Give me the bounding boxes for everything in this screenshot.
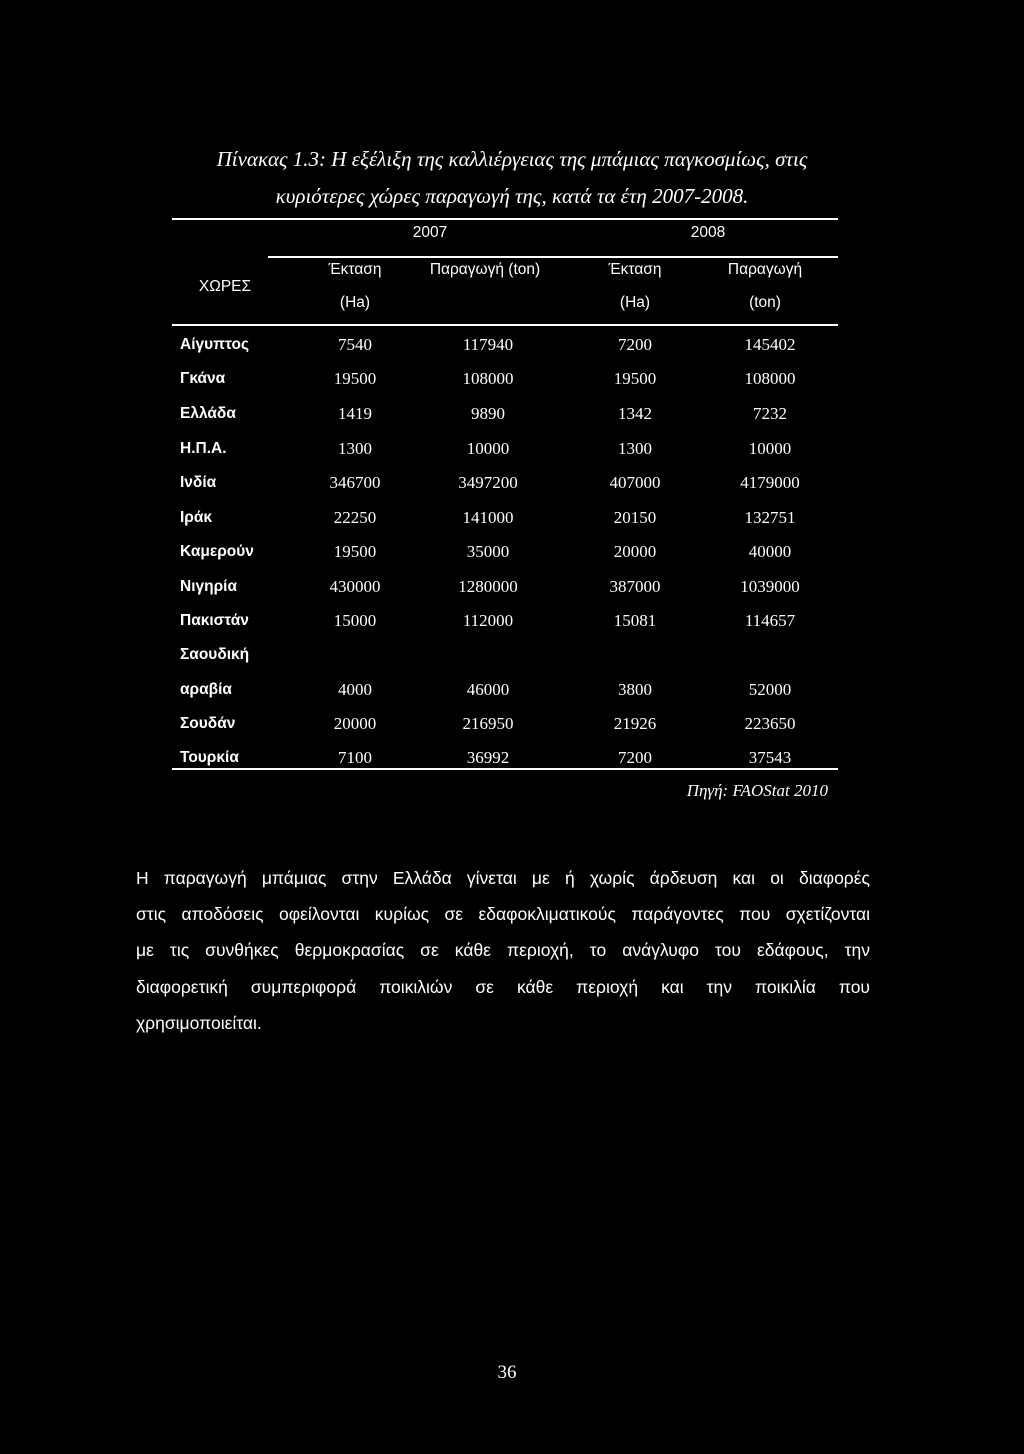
country-cell: Καμερούν	[180, 543, 254, 560]
value-cell: 4179000	[740, 473, 800, 492]
value-cell: 19500	[613, 369, 657, 388]
paragraph-line: διαφορετική συμπεριφορά ποικιλιών σε κάθε περιοχή και την ποικιλία που	[136, 976, 870, 997]
value-cell: 20150	[613, 508, 657, 527]
area-2007-unit: (Ha)	[339, 294, 371, 311]
body-paragraph	[136, 860, 870, 1041]
country-cell: Ιράκ	[180, 509, 213, 526]
country-cell: Γκάνα	[180, 370, 226, 387]
value-cell: 7100	[338, 748, 372, 767]
country-cell: Πακιστάν	[180, 612, 249, 629]
countries-header: ΧΩΡΕΣ	[198, 278, 252, 295]
value-cell: 108000	[462, 369, 514, 388]
value-cell: 223650	[744, 714, 796, 733]
value-cell: 7200	[618, 748, 652, 767]
column-header-rule	[172, 324, 838, 326]
area-2008-header: Έκταση	[608, 261, 662, 278]
table-caption-line-2: κυριότερες χώρες παραγωγή της, κατά τα έτη 2007-2008.	[275, 184, 749, 208]
paragraph-line: χρησιμοποιείται.	[136, 1012, 262, 1033]
production-2008-unit: (ton)	[749, 294, 781, 311]
paragraph-line: Η παραγωγή μπάμιας στην Ελλάδα γίνεται με ή χωρίς άρδευση και οι διαφορές	[136, 868, 870, 888]
country-cell: Σαουδική	[180, 646, 250, 663]
value-cell: 19500	[333, 369, 377, 388]
value-cell: 22250	[333, 508, 377, 527]
production-2007-header: Παραγωγή (ton)	[429, 261, 541, 278]
value-cell: 108000	[744, 369, 796, 388]
paragraph-line: με τις συνθήκες θερμοκρασίας σε κάθε περιοχή, το ανάγλυφο του εδάφους, την	[136, 940, 870, 961]
value-cell: 52000	[748, 680, 792, 699]
year-header-rule	[268, 256, 838, 258]
table-caption-line-1: Πίνακας 1.3: Η εξέλιξη της καλλιέργειας της μπάμιας παγκοσμίως, στις	[216, 147, 808, 171]
value-cell: 40000	[748, 542, 792, 561]
table-bottom-rule	[172, 768, 838, 770]
area-2007-header: Έκταση	[328, 261, 382, 278]
country-cell: Σουδάν	[180, 715, 236, 732]
value-cell: 117940	[462, 335, 514, 354]
value-cell: 114657	[744, 611, 796, 630]
country-cell: Η.Π.Α.	[180, 440, 227, 457]
value-cell: 15081	[613, 611, 657, 630]
value-cell: 1300	[618, 439, 652, 458]
country-cell: Τουρκία	[180, 749, 239, 766]
country-cell: Νιγηρία	[180, 578, 238, 595]
area-2008-unit: (Ha)	[619, 294, 651, 311]
country-cell: Ελλάδα	[180, 405, 236, 422]
value-cell: 15000	[333, 611, 377, 630]
year-2007-header: 2007	[412, 224, 448, 241]
table-source: Πηγή: FAOStat 2010	[686, 781, 828, 800]
value-cell: 1039000	[740, 577, 800, 596]
production-2008-header: Παραγωγή	[727, 261, 803, 278]
value-cell: 9890	[471, 404, 505, 423]
paragraph-line: στις αποδόσεις οφείλονται κυρίως σε εδαφοκλιματικούς παράγοντες που σχετίζονται	[136, 904, 870, 925]
value-cell: 346700	[329, 473, 381, 492]
value-cell: 3497200	[458, 473, 518, 492]
value-cell: 7232	[753, 404, 787, 423]
country-cell: Ινδία	[180, 474, 217, 491]
value-cell: 430000	[329, 577, 381, 596]
page-number: 36	[497, 1362, 517, 1383]
value-cell: 20000	[333, 714, 377, 733]
value-cell: 1280000	[458, 577, 518, 596]
table-top-rule	[172, 218, 838, 220]
value-cell: 141000	[462, 508, 514, 527]
value-cell: 7200	[618, 335, 652, 354]
value-cell: 7540	[338, 335, 372, 354]
country-cell-continuation: αραβία	[180, 681, 232, 698]
value-cell: 36992	[466, 748, 510, 767]
value-cell: 407000	[609, 473, 661, 492]
value-cell: 1300	[338, 439, 372, 458]
value-cell: 19500	[333, 542, 377, 561]
value-cell: 112000	[462, 611, 514, 630]
value-cell: 387000	[609, 577, 661, 596]
value-cell: 20000	[613, 542, 657, 561]
year-2008-header: 2008	[690, 224, 726, 241]
value-cell: 21926	[613, 714, 657, 733]
value-cell: 4000	[338, 680, 372, 699]
value-cell: 1419	[338, 404, 372, 423]
value-cell: 216950	[462, 714, 514, 733]
value-cell: 1342	[618, 404, 652, 423]
value-cell: 37543	[748, 748, 792, 767]
country-cell: Αίγυπτος	[180, 336, 250, 353]
value-cell: 10000	[748, 439, 792, 458]
value-cell: 10000	[466, 439, 510, 458]
value-cell: 46000	[466, 680, 510, 699]
value-cell: 145402	[744, 335, 796, 354]
value-cell: 132751	[744, 508, 796, 527]
value-cell: 3800	[618, 680, 652, 699]
value-cell: 35000	[466, 542, 510, 561]
